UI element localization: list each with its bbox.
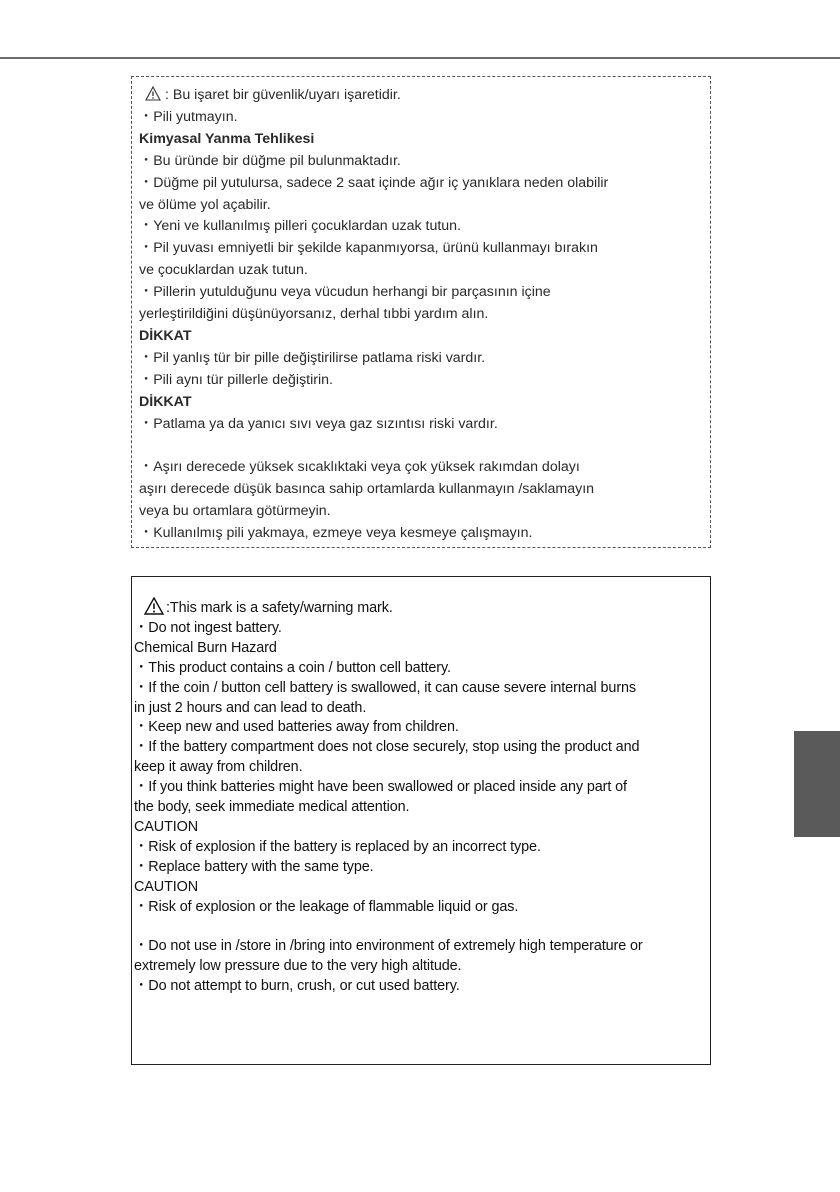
english-mark-text: :This mark is a safety/warning mark. (166, 600, 393, 616)
english-line: the body, seek immediate medical attention. (134, 799, 410, 816)
turkish-line: ・Yeni ve kullanılmış pilleri çocuklardan uzak tutun. (139, 218, 462, 235)
english-heading: Chemical Burn Hazard (134, 639, 277, 656)
header-rule (0, 57, 840, 59)
english-line: ・Replace battery with the same type. (134, 858, 374, 875)
english-line: ・This product contains a coin / button cell battery. (134, 659, 451, 676)
turkish-line: ・Düğme pil yutulursa, sadece 2 saat içinde ağır iç yanıklara neden olabilir (139, 174, 609, 191)
warning-triangle-icon (144, 597, 164, 615)
english-line: extremely low pressure due to the very high altitude. (134, 958, 462, 975)
english-line: ・Do not attempt to burn, crush, or cut used battery. (134, 978, 460, 995)
english-line: ・Risk of explosion if the battery is replaced by an incorrect type. (134, 838, 541, 855)
english-line: keep it away from children. (134, 759, 303, 776)
section-side-tab (794, 731, 840, 837)
turkish-warning-box (131, 76, 711, 548)
turkish-spacer (139, 436, 710, 458)
turkish-heading: DİKKAT (139, 393, 192, 410)
turkish-heading: DİKKAT (139, 327, 192, 344)
turkish-mark-line (139, 85, 710, 107)
english-line: ・If you think batteries might have been swallowed or placed inside any part of (134, 779, 627, 796)
turkish-line: ・Pillerin yutulduğunu veya vücudun herhangi bir parçasının içine (139, 284, 551, 301)
turkish-line: ・Bu üründe bir düğme pil bulunmaktadır. (139, 152, 401, 169)
english-spacer (134, 918, 710, 938)
english-line: ・If the coin / button cell battery is swallowed, it can cause severe internal burns (134, 679, 637, 696)
english-lines (134, 619, 710, 997)
english-line: in just 2 hours and can lead to death. (134, 699, 367, 716)
turkish-line: ・Pil yuvası emniyetli bir şekilde kapanmıyorsa, ürünü kullanmayı bırakın (139, 240, 598, 257)
turkish-line: veya bu ortamlara götürmeyin. (139, 503, 331, 520)
english-warning-box (131, 576, 711, 1065)
turkish-line: ・Kullanılmış pili yakmaya, ezmeye veya kesmeye çalışmayın. (139, 525, 533, 542)
english-line: ・Risk of explosion or the leakage of flammable liquid or gas. (134, 898, 519, 915)
turkish-line: ・Pili aynı tür pillerle değiştirin. (139, 371, 333, 388)
english-line: ・If the battery compartment does not close securely, stop using the product and (134, 739, 640, 756)
turkish-mark-text: : Bu işaret bir güvenlik/uyarı işaretidir. (165, 87, 401, 103)
english-heading: CAUTION (134, 818, 199, 835)
turkish-line: ve ölüme yol açabilir. (139, 196, 271, 213)
english-mark-line (134, 597, 710, 619)
english-heading: CAUTION (134, 878, 199, 895)
warning-triangle-icon (145, 86, 161, 101)
turkish-line: ・Pili yutmayın. (139, 108, 238, 125)
turkish-lines (139, 107, 710, 545)
turkish-line: ve çocuklardan uzak tutun. (139, 262, 308, 279)
english-line: ・Do not use in /store in /bring into environment of extremely high temperature or (134, 938, 643, 955)
turkish-heading: Kimyasal Yanma Tehlikesi (139, 130, 315, 147)
turkish-line: ・Patlama ya da yanıcı sıvı veya gaz sızıntısı riski vardır. (139, 415, 498, 432)
english-line: ・Keep new and used batteries away from children. (134, 719, 459, 736)
turkish-line: ・Pil yanlış tür bir pille değiştirilirse patlama riski vardır. (139, 349, 486, 366)
turkish-line: aşırı derecede düşük basınca sahip ortamlarda kullanmayın /saklamayın (139, 481, 595, 498)
english-line: ・Do not ingest battery. (134, 619, 282, 636)
turkish-line: ・Aşırı derecede yüksek sıcaklıktaki veya çok yüksek rakımdan dolayı (139, 459, 580, 476)
turkish-line: yerleştirildiğini düşünüyorsanız, derhal tıbbi yardım alın. (139, 306, 489, 323)
